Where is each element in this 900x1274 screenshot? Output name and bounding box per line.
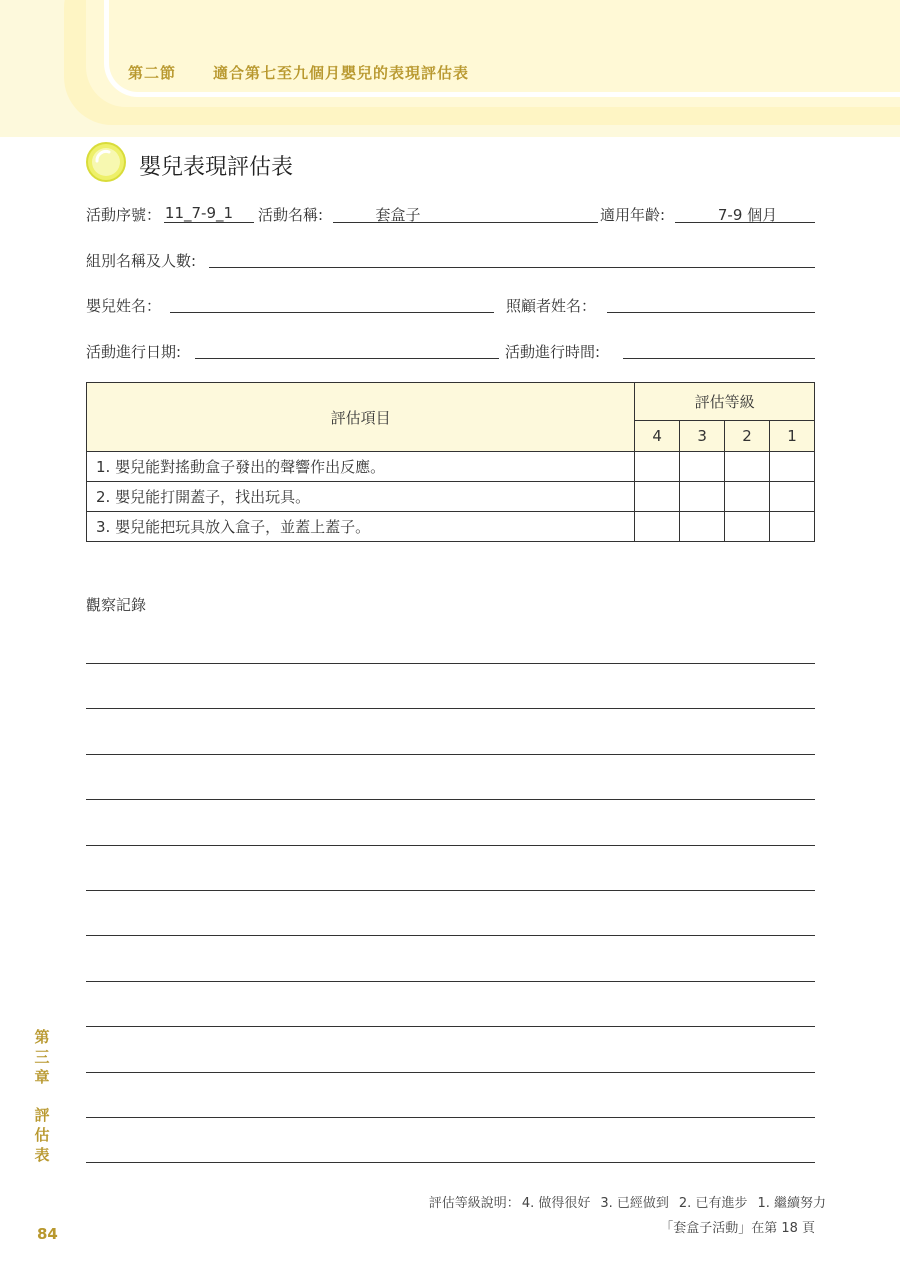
grade-cell[interactable] <box>770 512 815 542</box>
grade-cell[interactable] <box>635 452 680 482</box>
section-char: 表 <box>34 1146 50 1164</box>
observation-line[interactable] <box>86 708 815 709</box>
observation-line[interactable] <box>86 890 815 891</box>
activity-no-value: 11_7-9_1 <box>164 204 234 222</box>
page-title: 嬰兒表現評估表 <box>139 155 294 180</box>
grade-cell[interactable] <box>680 482 725 512</box>
observation-line[interactable] <box>86 1026 815 1027</box>
section-title: 適合第七至九個月嬰兒的表現評估表 <box>213 64 470 82</box>
activity-no-line[interactable] <box>164 222 254 223</box>
activity-name-label: 活動名稱: <box>258 206 324 224</box>
grade-level-2: 2 <box>725 420 770 451</box>
time-line[interactable] <box>623 358 815 359</box>
observation-line[interactable] <box>86 1162 815 1163</box>
page-number: 84 <box>37 1225 58 1243</box>
chapter-char: 第 <box>34 1028 50 1046</box>
group-label: 組別名稱及人數: <box>86 252 197 270</box>
grade-cell[interactable] <box>770 482 815 512</box>
grade-level-4: 4 <box>635 420 680 451</box>
grade-level-1: 1 <box>770 420 815 451</box>
observation-line[interactable] <box>86 935 815 936</box>
carer-name-line[interactable] <box>607 312 815 313</box>
grade-cell[interactable] <box>725 452 770 482</box>
grade-cell[interactable] <box>635 512 680 542</box>
evaluation-table <box>86 382 815 542</box>
date-line[interactable] <box>195 358 499 359</box>
observation-line[interactable] <box>86 1072 815 1073</box>
observation-label: 觀察記錄 <box>86 596 147 614</box>
legend-item: 4. 做得很好 <box>521 1196 591 1211</box>
baby-name-line[interactable] <box>170 312 494 313</box>
chapter-side-label <box>32 1027 52 1165</box>
baby-name-label: 嬰兒姓名： <box>86 297 162 315</box>
grade-level-3: 3 <box>680 420 725 451</box>
observation-line[interactable] <box>86 981 815 982</box>
section-label: 第二節 <box>128 64 177 82</box>
table-row <box>87 512 815 542</box>
assessment-item: 2. 嬰兒能打開蓋子，找出玩具。 <box>87 482 635 512</box>
grade-cell[interactable] <box>680 452 725 482</box>
grade-legend <box>429 1192 826 1211</box>
chapter-char: 章 <box>34 1068 50 1086</box>
observation-line[interactable] <box>86 663 815 664</box>
age-label: 適用年齡: <box>600 206 666 224</box>
legend-title: 評估等級說明： <box>428 1196 520 1211</box>
age-value: 7-9 個月 <box>717 206 778 224</box>
item-header: 評估項目 <box>87 383 635 452</box>
observation-line[interactable] <box>86 754 815 755</box>
group-line[interactable] <box>209 267 815 268</box>
observation-line[interactable] <box>86 799 815 800</box>
grade-header: 評估等級 <box>635 383 815 421</box>
time-label: 活動進行時間: <box>505 343 601 361</box>
section-char: 評 <box>34 1106 50 1124</box>
activity-name-value: 套盒子 <box>375 206 421 224</box>
observation-line[interactable] <box>86 845 815 846</box>
section-char: 估 <box>34 1126 50 1144</box>
assessment-item: 3. 嬰兒能把玩具放入盒子，並蓋上蓋子。 <box>87 512 635 542</box>
carer-name-label: 照顧者姓名： <box>506 297 597 315</box>
activity-page-reference: 「套盒子活動」在第 18 頁 <box>660 1221 815 1236</box>
grade-cell[interactable] <box>680 512 725 542</box>
date-label: 活動進行日期: <box>86 343 182 361</box>
grade-cell[interactable] <box>770 452 815 482</box>
table-row <box>87 482 815 512</box>
grade-cell[interactable] <box>725 482 770 512</box>
legend-item: 1. 繼續努力 <box>757 1196 826 1211</box>
circle-bullet-icon <box>85 141 127 183</box>
grade-cell[interactable] <box>725 512 770 542</box>
legend-item: 3. 已經做到 <box>600 1196 669 1211</box>
activity-no-label: 活動序號： <box>86 206 162 224</box>
assessment-item: 1. 嬰兒能對搖動盒子發出的聲響作出反應。 <box>87 452 635 482</box>
legend-item: 2. 已有進步 <box>678 1196 748 1211</box>
observation-line[interactable] <box>86 1117 815 1118</box>
chapter-char: 三 <box>34 1048 50 1066</box>
grade-cell[interactable] <box>635 482 680 512</box>
table-row <box>87 452 815 482</box>
